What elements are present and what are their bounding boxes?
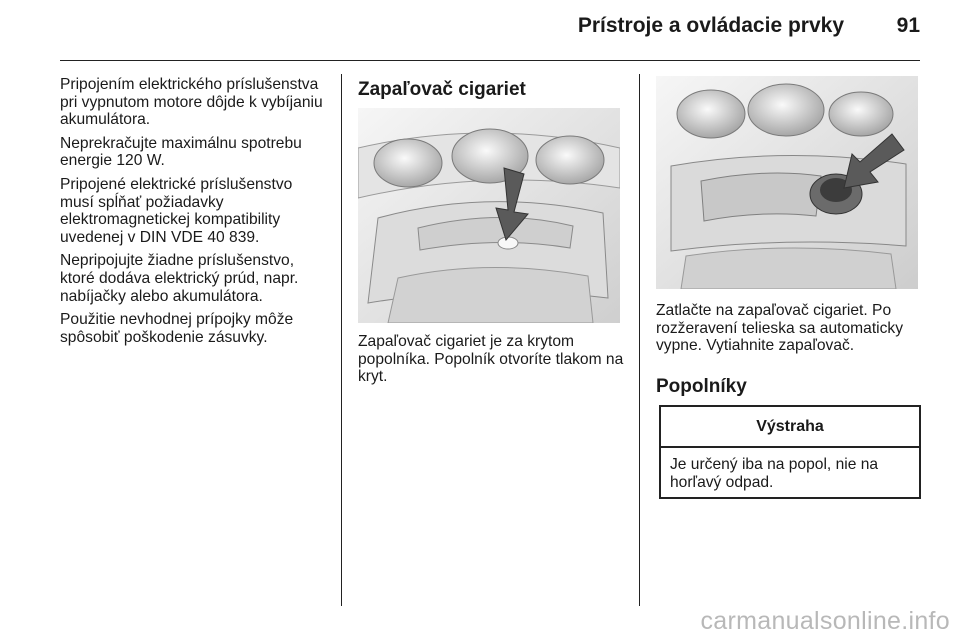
ashtray-cover-illustration [358, 108, 620, 323]
caption-text: Zatlačte na zapaľovač cigariet. Po rozžeravení telieska sa automaticky vypne. Vytiahnite zapaľovač. [656, 302, 904, 355]
lighter-illustration [656, 76, 918, 289]
caption-text: Zapaľovač cigariet je za krytom popolníka. Popolník otvoríte tlakom na kryt. [358, 333, 624, 386]
paragraph: Nepripojujte žiadne príslušenstvo, ktoré dodáva elektrický prúd, napr. nabíjačky alebo akumulátora. [60, 252, 299, 305]
section-heading-ashtrays: Popolníky [656, 376, 747, 397]
column-divider-right [639, 74, 640, 606]
middle-caption [358, 333, 628, 392]
lighter-drawing [656, 76, 918, 289]
page-header [60, 0, 920, 61]
header-title: Prístroje a ovládacie prvky [577, 14, 844, 37]
warning-text: Je určený iba na popol, nie na horľavý odpad. [670, 456, 879, 491]
ashtray-cover-drawing [358, 108, 620, 323]
column-divider-left [341, 74, 342, 606]
paragraph: Použitie nevhodnej prípojky môže spôsobiť poškodenie zásuvky. [60, 311, 294, 346]
paragraph: Pripojené elektrické príslušenstvo musí spĺňať požiadavky elektromagnetickej kompatibility uvedenej v DIN VDE 40 839. [60, 175, 293, 246]
paragraph: Pripojením elektrického príslušenstva pri vypnutom motore dôjde k vybíjaniu akumulátora. [60, 76, 323, 129]
watermark: carmanualsonline.info [700, 607, 950, 635]
page-number: 91 [896, 14, 920, 37]
warning-box [659, 405, 921, 499]
warning-title: Výstraha [661, 407, 919, 448]
section-heading-cigarette-lighter: Zapaľovač cigariet [358, 79, 526, 100]
paragraph: Neprekračujte maximálnu spotrebu energie 120 W. [60, 134, 302, 170]
left-column [60, 76, 330, 352]
right-caption [656, 302, 926, 361]
